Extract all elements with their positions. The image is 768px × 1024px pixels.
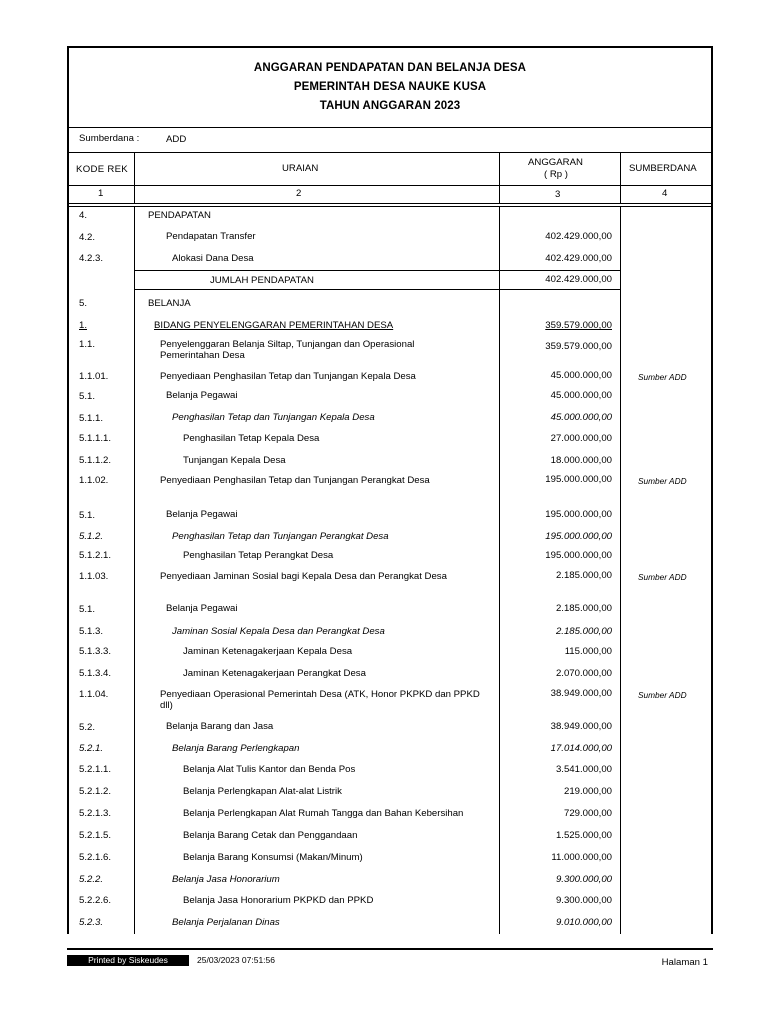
row-kode: 5.1.1.2. bbox=[79, 455, 112, 466]
row-uraian: Jaminan Ketenagakerjaan Perangkat Desa bbox=[183, 668, 366, 679]
row-nilai: 27.000.000,00 bbox=[550, 433, 612, 444]
row-sumber: Sumber ADD bbox=[638, 372, 687, 382]
row-kode: 5.2.1.3. bbox=[79, 808, 112, 819]
row-nilai: 115.000,00 bbox=[564, 646, 612, 657]
row-uraian: Belanja Barang Perlengkapan bbox=[172, 743, 300, 754]
col-sep bbox=[620, 152, 621, 203]
row-uraian: Penghasilan Tetap dan Tunjangan Perangkat Desa bbox=[172, 531, 389, 542]
row-nilai: 195.000.000,00 bbox=[545, 509, 612, 520]
row-kode: 5.2.2. bbox=[79, 874, 104, 885]
row-uraian: Pendapatan Transfer bbox=[166, 231, 256, 242]
row-uraian: Penyediaan Penghasilan Tetap dan Tunjangan Perangkat Desa bbox=[160, 475, 430, 486]
row-nilai: 38.949.000,00 bbox=[550, 721, 612, 732]
row-uraian: Alokasi Dana Desa bbox=[172, 253, 254, 264]
row-kode: 5.2.1.6. bbox=[79, 852, 112, 863]
row-uraian: Belanja Perlengkapan Alat Rumah Tangga dan Bahan Kebersihan bbox=[183, 808, 464, 819]
row-kode: 5. bbox=[79, 298, 88, 309]
row-sumber: Sumber ADD bbox=[638, 690, 687, 700]
row-kode: 5.1. bbox=[79, 510, 96, 521]
row-kode: 5.2.2.6. bbox=[79, 895, 112, 906]
printed-by-badge: Printed by Siskeudes bbox=[67, 955, 189, 966]
col-header-sumberdana: SUMBERDANA bbox=[629, 163, 697, 174]
row-kode: 5.2.1.2. bbox=[79, 786, 112, 797]
row-kode: 1.1.02. bbox=[79, 475, 109, 486]
print-datetime: 25/03/2023 07:51:56 bbox=[197, 955, 275, 965]
row-uraian: BIDANG PENYELENGGARAN PEMERINTAHAN DESA bbox=[154, 320, 394, 331]
total-label: JUMLAH PENDAPATAN bbox=[210, 275, 314, 286]
row-kode: 1.1.03. bbox=[79, 571, 109, 582]
divider bbox=[67, 185, 713, 186]
row-uraian: Penyediaan Operasional Pemerintah Desa (ATK, Honor PKPKD dan PPKD dll) bbox=[160, 689, 480, 711]
row-nilai: 9.300.000,00 bbox=[555, 895, 612, 906]
row-kode: 5.2.3. bbox=[79, 917, 104, 928]
source-value: ADD bbox=[166, 134, 187, 145]
col-header-unit: ( Rp ) bbox=[544, 169, 568, 180]
row-kode: 1.1. bbox=[79, 339, 96, 350]
row-kode: 5.1. bbox=[79, 604, 96, 615]
row-uraian: Penghasilan Tetap Kepala Desa bbox=[183, 433, 320, 444]
col-sep bbox=[620, 206, 621, 934]
col-number: 2 bbox=[296, 188, 302, 199]
footer-divider bbox=[67, 948, 713, 950]
row-nilai: 45.000.000,00 bbox=[550, 412, 612, 423]
row-uraian: PENDAPATAN bbox=[148, 210, 211, 221]
row-nilai: 402.429.000,00 bbox=[545, 231, 612, 242]
total-box-bottom bbox=[134, 289, 620, 290]
total-box-top bbox=[134, 270, 620, 271]
row-kode: 5.2.1.1. bbox=[79, 764, 112, 775]
row-uraian: Belanja Perjalanan Dinas bbox=[172, 917, 280, 928]
row-kode: 5.2.1. bbox=[79, 743, 104, 754]
row-nilai: 9.300.000,00 bbox=[555, 874, 612, 885]
row-kode: 5.2. bbox=[79, 722, 96, 733]
row-nilai: 402.429.000,00 bbox=[545, 253, 612, 264]
row-nilai: 195.000.000,00 bbox=[545, 474, 612, 485]
row-kode: 5.1.3.3. bbox=[79, 646, 112, 657]
col-header-anggaran: ANGGARAN bbox=[528, 157, 583, 168]
col-sep bbox=[134, 152, 135, 203]
row-kode: 5.1.3.4. bbox=[79, 668, 112, 679]
row-nilai: 2.185.000,00 bbox=[555, 570, 612, 581]
row-uraian: Penyelenggaran Belanja Siltap, Tunjangan dan Operasional Pemerintahan Desa bbox=[160, 339, 415, 361]
row-kode: 5.2.1.5. bbox=[79, 830, 112, 841]
row-kode: 4.2. bbox=[79, 232, 96, 243]
divider bbox=[67, 206, 713, 207]
row-nilai: 38.949.000,00 bbox=[550, 688, 612, 699]
row-nilai: 219.000,00 bbox=[563, 786, 612, 797]
row-kode: 4. bbox=[79, 210, 88, 221]
row-kode: 5.1.2.1. bbox=[79, 550, 112, 561]
row-uraian: Belanja Pegawai bbox=[166, 603, 238, 614]
col-number: 3 bbox=[555, 189, 561, 200]
col-header-uraian: URAIAN bbox=[282, 163, 319, 174]
row-nilai: 1.525.000,00 bbox=[555, 830, 612, 841]
row-nilai: 2.185.000,00 bbox=[555, 626, 612, 637]
row-nilai: 45.000.000,00 bbox=[550, 370, 612, 381]
divider bbox=[67, 203, 713, 204]
row-kode: 5.1.3. bbox=[79, 626, 104, 637]
col-sep bbox=[499, 206, 500, 934]
source-label: Sumberdana : bbox=[79, 133, 140, 144]
row-kode: 4.2.3. bbox=[79, 253, 104, 264]
row-kode: 5.1. bbox=[79, 391, 96, 402]
row-nilai: 9.010.000,00 bbox=[555, 917, 612, 928]
row-uraian: Belanja Jasa Honorarium bbox=[172, 874, 280, 885]
row-uraian: Belanja Barang dan Jasa bbox=[166, 721, 274, 732]
col-number: 4 bbox=[662, 188, 668, 199]
row-nilai: 2.185.000,00 bbox=[555, 603, 612, 614]
col-header-kode: KODE REK bbox=[76, 164, 128, 175]
row-nilai: 45.000.000,00 bbox=[550, 390, 612, 401]
village-name: PEMERINTAH DESA NAUKE KUSA bbox=[293, 81, 487, 93]
row-nilai: 3.541.000,00 bbox=[555, 764, 612, 775]
col-sep bbox=[499, 152, 500, 203]
row-uraian: Penyediaan Jaminan Sosial bagi Kepala Desa dan Perangkat Desa bbox=[160, 571, 447, 582]
row-uraian: Penyediaan Penghasilan Tetap dan Tunjangan Kepala Desa bbox=[160, 371, 416, 382]
row-uraian: Penghasilan Tetap Perangkat Desa bbox=[183, 550, 334, 561]
total-value: 402.429.000,00 bbox=[545, 274, 612, 285]
row-nilai: 729.000,00 bbox=[563, 808, 612, 819]
row-uraian: Belanja Jasa Honorarium PKPKD dan PPKD bbox=[183, 895, 374, 906]
row-uraian: Belanja Perlengkapan Alat-alat Listrik bbox=[183, 786, 342, 797]
row-kode: 1.1.01. bbox=[79, 371, 109, 382]
row-uraian: Belanja Barang Cetak dan Penggandaan bbox=[183, 830, 358, 841]
row-uraian: Penghasilan Tetap dan Tunjangan Kepala Desa bbox=[172, 412, 375, 423]
row-uraian: Tunjangan Kepala Desa bbox=[183, 455, 286, 466]
col-sep bbox=[134, 206, 135, 934]
row-nilai: 359.579.000,00 bbox=[545, 341, 612, 352]
row-kode: 5.1.1.1. bbox=[79, 433, 112, 444]
divider bbox=[67, 152, 713, 153]
row-uraian: Belanja Pegawai bbox=[166, 390, 238, 401]
row-kode: 1. bbox=[79, 320, 88, 331]
page-number: Halaman 1 bbox=[661, 957, 708, 968]
budget-year: TAHUN ANGGARAN 2023 bbox=[319, 100, 461, 112]
row-uraian: Belanja Barang Konsumsi (Makan/Minum) bbox=[183, 852, 363, 863]
divider bbox=[67, 127, 713, 128]
report-title: ANGGARAN PENDAPATAN DAN BELANJA DESA bbox=[253, 62, 527, 74]
row-sumber: Sumber ADD bbox=[638, 572, 687, 582]
row-uraian: Belanja Alat Tulis Kantor dan Benda Pos bbox=[183, 764, 356, 775]
report-frame bbox=[67, 46, 713, 934]
report-header bbox=[69, 48, 711, 128]
row-nilai: 17.014.000,00 bbox=[550, 743, 612, 754]
row-nilai: 18.000.000,00 bbox=[550, 455, 612, 466]
col-number: 1 bbox=[98, 188, 104, 199]
row-uraian: Jaminan Sosial Kepala Desa dan Perangkat Desa bbox=[172, 626, 385, 637]
row-sumber: Sumber ADD bbox=[638, 476, 687, 486]
row-nilai: 195.000.000,00 bbox=[545, 531, 612, 542]
row-nilai: 359.579.000,00 bbox=[545, 320, 612, 331]
row-uraian: BELANJA bbox=[148, 298, 191, 309]
row-nilai: 195.000.000,00 bbox=[545, 550, 612, 561]
row-nilai: 2.070.000,00 bbox=[555, 668, 612, 679]
row-uraian: Belanja Pegawai bbox=[166, 509, 238, 520]
row-kode: 5.1.1. bbox=[79, 413, 104, 424]
row-kode: 5.1.2. bbox=[79, 531, 104, 542]
row-nilai: 11.000.000,00 bbox=[551, 852, 612, 863]
row-kode: 1.1.04. bbox=[79, 689, 109, 700]
row-uraian: Jaminan Ketenagakerjaan Kepala Desa bbox=[183, 646, 353, 657]
